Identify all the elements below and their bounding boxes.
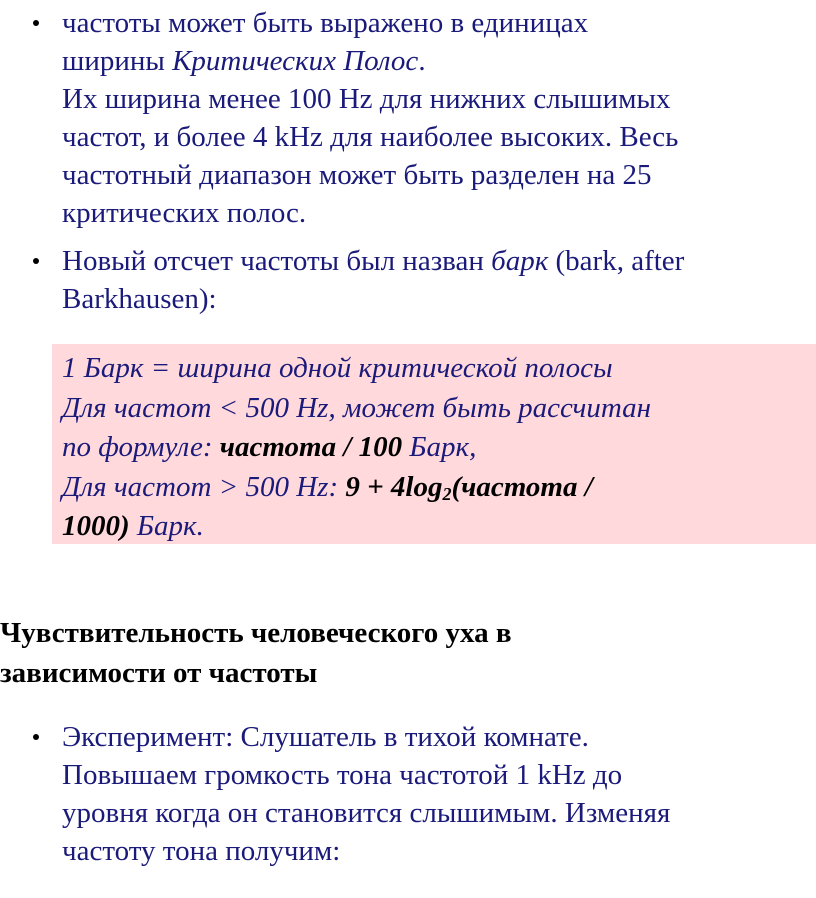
section-heading: Чувствительность человеческого уха в <box>0 617 512 649</box>
bullet-dot-icon <box>33 20 39 26</box>
text-line: Повышаем громкость тона частотой 1 kHz до <box>62 759 623 791</box>
text-span: Барк, <box>402 431 477 463</box>
text-span: Для частот > 500 Hz: <box>62 471 346 503</box>
text-span: . <box>418 45 426 77</box>
text-line: частотный диапазон может быть разделен на 25 <box>62 159 652 191</box>
formula-line <box>62 468 593 506</box>
text-span: (bark, after <box>548 245 685 277</box>
text-span: Новый отсчет частоты был назван <box>62 245 492 277</box>
text-span: (частота / <box>451 471 593 503</box>
formula-line <box>62 428 476 466</box>
text-line: частот, и более 4 kHz для наиболее высоких. Весь <box>62 121 679 153</box>
italic-term: барк <box>491 245 549 277</box>
formula-highlight-box <box>52 344 816 544</box>
formula-bold <box>345 471 592 503</box>
text-span: 9 + 4log <box>345 471 443 503</box>
text-line <box>62 242 684 280</box>
text-span: Барк. <box>129 510 204 542</box>
text-line <box>62 42 678 80</box>
list-item-text <box>62 718 670 870</box>
formula-line <box>62 507 204 545</box>
bullet-dot-icon <box>33 258 39 264</box>
text-span: по формуле: <box>62 431 220 463</box>
section-heading: зависимости от частоты <box>0 657 318 689</box>
text-line: Barkhausen): <box>62 283 217 315</box>
text-line: Их ширина менее 100 Hz для нижних слышимых <box>62 83 671 115</box>
formula-line: 1 Барк = ширина одной критической полосы <box>62 352 613 384</box>
italic-term: Критических Полос <box>172 45 419 77</box>
formula-bold: 1000) <box>62 510 130 542</box>
bullet-dot-icon <box>33 734 39 740</box>
list-item-text <box>62 4 678 232</box>
text-line: критических полос. <box>62 197 307 229</box>
subscript: 2 <box>442 484 452 504</box>
text-line: Эксперимент: Слушатель в тихой комнате. <box>62 721 589 753</box>
text-line: частоты может быть выражено в единицах <box>62 7 589 39</box>
text-line: уровня когда он становится слышимым. Изменяя <box>62 797 671 829</box>
list-item-text <box>62 242 684 318</box>
formula-line: Для частот < 500 Hz, может быть рассчитан <box>62 392 652 424</box>
text-line: частоту тона получим: <box>62 835 341 867</box>
text-span: ширины <box>62 45 173 77</box>
formula-bold: частота / 100 <box>219 431 403 463</box>
